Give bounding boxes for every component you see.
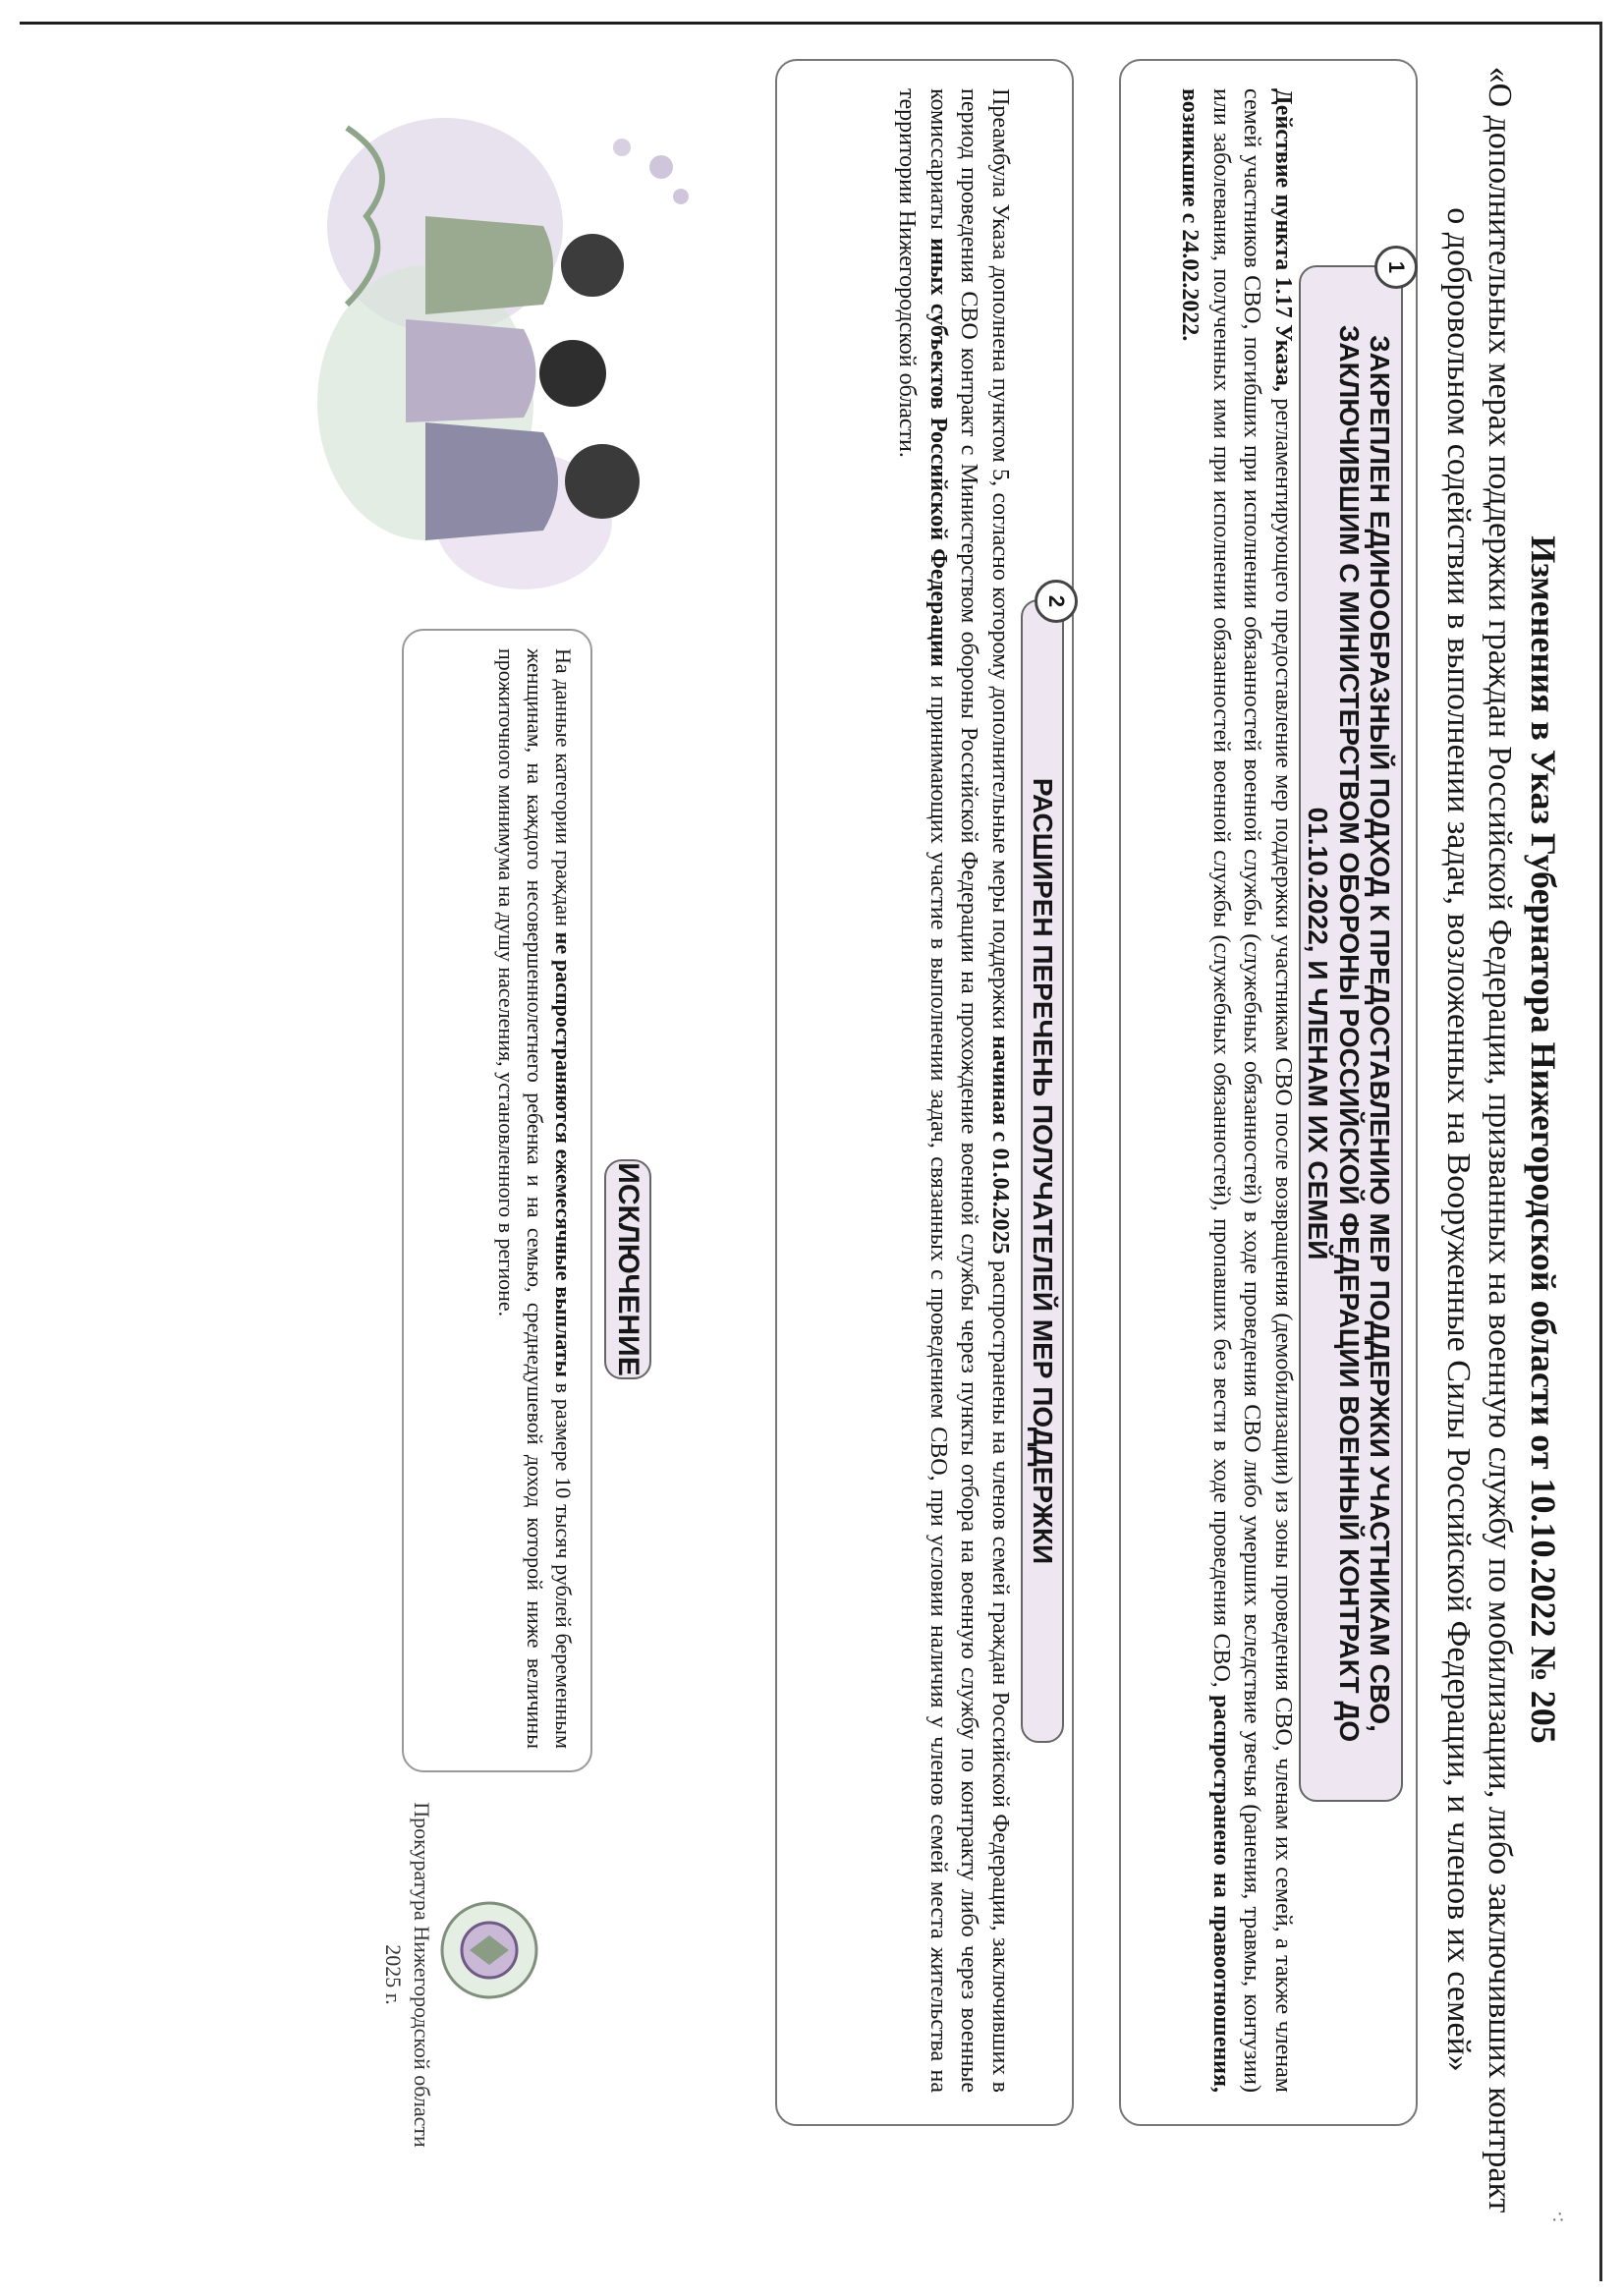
exception-end: в размере 10 тысяч рублей беременным женщинам, на каждого несовершеннолетнего ребенка и на семью, среднедушевой доход которой ниже величины прожиточного минимума на душу населения, установленного в регионе. — [493, 648, 576, 1749]
section-1-body — [1173, 88, 1298, 2093]
title-sub: «О дополнительных мерах поддержки граждан Российской Федерации, призванных на военную службу по мобилизации, либо заключивших контракт о добровольном содействии в выполнении задач, возложенных на Вооруженные Силы Российской Федерации, и членов их семей» — [1440, 66, 1519, 2213]
section-1-tail: распространено на правоотношения, возникшие с 24.02.2022. — [1176, 88, 1234, 2093]
exception-bold: не распространяются ежемесячные выплаты — [551, 931, 576, 1377]
footer-year: 2025 г. — [381, 1944, 407, 2005]
section-1-heading: ЗАКРЕПЛЕН ЕДИНООБРАЗНЫЙ ПОДХОД К ПРЕДОСТАВЛЕНИЮ МЕР ПОДДЕРЖКИ УЧАСТНИКАМ СВО, ЗАКЛЮЧИВШИМ С МИНИСТЕРСТВОМ ОБОРОНЫ РОССИЙСКОЙ ФЕДЕРАЦИИ ВОЕННЫЙ КОНТРАКТ ДО 01.10.2022, И ЧЛЕНАМ ИХ СЕМЕЙ — [1299, 265, 1403, 1802]
exception-heading: ИСКЛЮЧЕНИЕ — [604, 1159, 651, 1379]
exception-body — [492, 648, 578, 1749]
section-1-lead: Действие пункта 1.17 Указа, — [1270, 88, 1296, 392]
footer-org: Прокуратура Нижегородской области — [410, 1802, 434, 2148]
title-main: Изменения в Указ Губернатора Нижегородской области от 10.10.2022 № 205 — [1524, 535, 1563, 1744]
section-2-end: и принимающих участие в выполнении задач, связанных с проведением СВО, при условии наличия у членов семей места жительства на территории Нижегородской области. — [893, 88, 951, 2094]
section-2-body — [890, 88, 1015, 2093]
section-1-number: 1 — [1374, 246, 1418, 289]
section-2-number: 2 — [1035, 580, 1078, 623]
section-2-bold-date: начиная с 01.04.2025 — [987, 1036, 1013, 1255]
section-2-bold-subjects: иных субъектов Российской Федерации — [924, 238, 951, 667]
scan-artifact: ·: — [1548, 2211, 1570, 2223]
section-2-start: Преамбула Указа дополнена пунктом 5, согласно которому дополнительные меры поддержки — [987, 88, 1013, 1036]
exception-start: На данные категории граждан — [551, 648, 576, 932]
document-title — [1437, 59, 1566, 2220]
section-2-mid: распространены на членов семей граждан Российской Федерации, заключивших в период проведения СВО контракт с Министерством обороны Российской Федерации на прохождение военной службы через пункты отбора на военную службу по контракту либо через военные комиссариаты — [924, 88, 1013, 2094]
prosecutor-emblem-icon — [435, 1896, 543, 2004]
footer — [379, 1768, 435, 2181]
family-illustration-icon — [308, 108, 720, 619]
section-2-heading: РАСШИРЕН ПЕРЕЧЕНЬ ПОЛУЧАТЕЛЕЙ МЕР ПОДДЕРЖКИ — [1021, 599, 1064, 1743]
section-1-text: регламентирующего предоставление мер поддержки участникам СВО после возвращения (демобилизации) из зоны проведения СВО, членам их семей, а также членам семей участников СВО, погибших при исполнении обязанностей военной службы (служебных обязанностей) в ходе проведения СВО либо умерших вследствие увечья (ранения, травмы, контузии) или заболевания, полученных ими при исполнении обязанностей военной службы (служебных обязанностей), пропавших без вести в ходе проведения СВО, — [1207, 88, 1296, 2093]
